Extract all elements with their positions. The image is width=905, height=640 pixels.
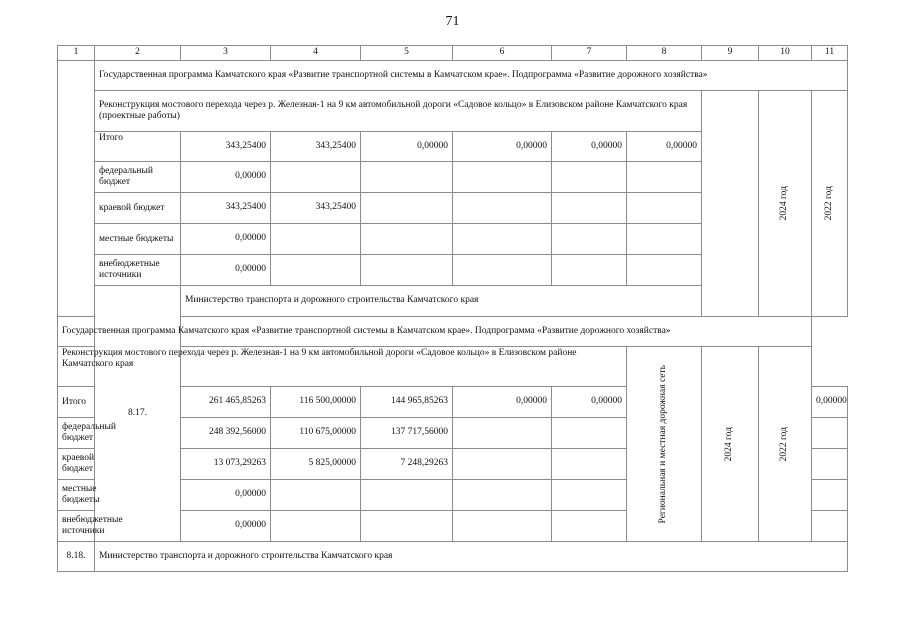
value-cell — [361, 224, 453, 255]
row-number: 8.18. — [58, 542, 95, 572]
column-header: 1 — [58, 46, 95, 61]
value-cell: 7 248,29263 — [361, 449, 453, 480]
column-header: 8 — [627, 46, 702, 61]
row-number-cell — [58, 61, 95, 317]
value-cell — [453, 418, 552, 449]
value-cell — [453, 162, 552, 193]
start-year-cell — [812, 91, 848, 317]
value-cell: 0,00000 — [181, 224, 271, 255]
row-label: краевой бюджет — [95, 193, 181, 224]
direction-cell — [702, 91, 759, 317]
value-cell: 0,00000 — [361, 132, 453, 162]
row-number: 8.17. — [95, 286, 181, 542]
finance-table — [57, 45, 848, 572]
value-cell: 343,25400 — [271, 193, 361, 224]
value-cell — [271, 162, 361, 193]
value-cell: 0,00000 — [181, 511, 271, 542]
ministry-title: Министерство транспорта и дорожного строительства Камчатского края — [181, 286, 848, 317]
value-cell: 0,00000 — [812, 387, 848, 418]
column-header: 6 — [453, 46, 552, 61]
column-header: 4 — [271, 46, 361, 61]
column-header: 11 — [812, 46, 848, 61]
value-cell: 0,00000 — [453, 387, 552, 418]
value-cell — [627, 162, 702, 193]
value-cell — [812, 418, 848, 449]
value-cell — [812, 449, 848, 480]
completion-year-cell — [759, 91, 812, 317]
value-cell — [271, 255, 361, 286]
value-cell — [453, 480, 552, 511]
program-title: Государственная программа Камчатского края «Развитие транспортной системы в Камчатском крае». Подпрограмма «Развитие дорожного хозяйства» — [95, 61, 848, 91]
value-cell: 144 965,85263 — [361, 387, 453, 418]
direction-cell — [627, 347, 702, 542]
value-cell — [361, 255, 453, 286]
start-year: 2022 год — [823, 186, 834, 221]
value-cell — [552, 162, 627, 193]
value-cell — [812, 511, 848, 542]
value-cell — [552, 193, 627, 224]
completion-year-cell — [702, 347, 759, 542]
value-cell: 137 717,56000 — [361, 418, 453, 449]
column-header: 5 — [361, 46, 453, 61]
value-cell — [453, 449, 552, 480]
value-cell: 13 073,29263 — [181, 449, 271, 480]
value-cell: 261 465,85263 — [181, 387, 271, 418]
row-label: федеральный бюджет — [58, 418, 95, 449]
value-cell — [552, 255, 627, 286]
column-header: 2 — [95, 46, 181, 61]
value-cell — [361, 193, 453, 224]
table-row — [58, 347, 848, 387]
value-cell — [453, 224, 552, 255]
value-cell — [361, 162, 453, 193]
column-header-row — [58, 46, 848, 61]
table-row — [58, 61, 848, 91]
value-cell — [453, 511, 552, 542]
direction-label: Региональная и местная дорожная сеть — [658, 364, 669, 524]
ministry-title: Министерство транспорта и дорожного строительства Камчатского края — [95, 542, 848, 572]
value-cell: 116 500,00000 — [271, 387, 361, 418]
value-cell — [627, 224, 702, 255]
value-cell — [552, 418, 627, 449]
project-title: Реконструкция мостового перехода через р. Железная-1 на 9 км автомобильной дороги «Садовое кольцо» в Елизовском районе Камчатского края — [58, 347, 627, 387]
value-cell: 343,25400 — [181, 193, 271, 224]
value-cell: 0,00000 — [181, 162, 271, 193]
row-label: краевой бюджет — [58, 449, 95, 480]
column-header: 9 — [702, 46, 759, 61]
table-row — [58, 317, 848, 347]
row-label: внебюджетные источники — [95, 255, 181, 286]
column-header: 10 — [759, 46, 812, 61]
value-cell — [552, 224, 627, 255]
value-cell — [812, 480, 848, 511]
value-cell — [552, 511, 627, 542]
completion-year: 2024 год — [724, 426, 735, 462]
start-year-cell — [759, 347, 812, 542]
value-cell: 5 825,00000 — [271, 449, 361, 480]
column-header: 7 — [552, 46, 627, 61]
value-cell: 343,25400 — [181, 132, 271, 162]
value-cell — [552, 449, 627, 480]
value-cell — [552, 480, 627, 511]
value-cell — [453, 255, 552, 286]
value-cell: 0,00000 — [453, 132, 552, 162]
value-cell: 0,00000 — [552, 132, 627, 162]
value-cell: 0,00000 — [627, 132, 702, 162]
row-label: Итого — [95, 132, 181, 162]
value-cell — [453, 193, 552, 224]
value-cell: 0,00000 — [181, 255, 271, 286]
value-cell — [627, 193, 702, 224]
page-number: 71 — [445, 14, 460, 29]
value-cell — [361, 480, 453, 511]
value-cell — [627, 255, 702, 286]
table-row — [58, 542, 848, 572]
value-cell: 0,00000 — [552, 387, 627, 418]
table-row — [58, 286, 848, 317]
column-header: 3 — [181, 46, 271, 61]
value-cell: 248 392,56000 — [181, 418, 271, 449]
value-cell — [271, 480, 361, 511]
value-cell: 110 675,00000 — [271, 418, 361, 449]
value-cell — [271, 224, 361, 255]
completion-year: 2024 год — [779, 186, 790, 221]
table-row — [58, 91, 848, 132]
value-cell: 343,25400 — [271, 132, 361, 162]
row-label: местные бюджеты — [58, 480, 95, 511]
program-title: Государственная программа Камчатского края «Развитие транспортной системы в Камчатском крае». Подпрограмма «Развитие дорожного хозяйства» — [58, 317, 812, 347]
value-cell: 0,00000 — [181, 480, 271, 511]
project-title: Реконструкция мостового перехода через р. Железная-1 на 9 км автомобильной дороги «Садовое кольцо» в Елизовском районе Камчатского края (проектные работы) — [95, 91, 702, 132]
start-year: 2022 год — [779, 426, 790, 462]
value-cell — [271, 511, 361, 542]
row-label: федеральный бюджет — [95, 162, 181, 193]
row-label: Итого — [58, 387, 95, 418]
value-cell — [361, 511, 453, 542]
row-label: внебюджетные источники — [58, 511, 95, 542]
row-label: местные бюджеты — [95, 224, 181, 255]
